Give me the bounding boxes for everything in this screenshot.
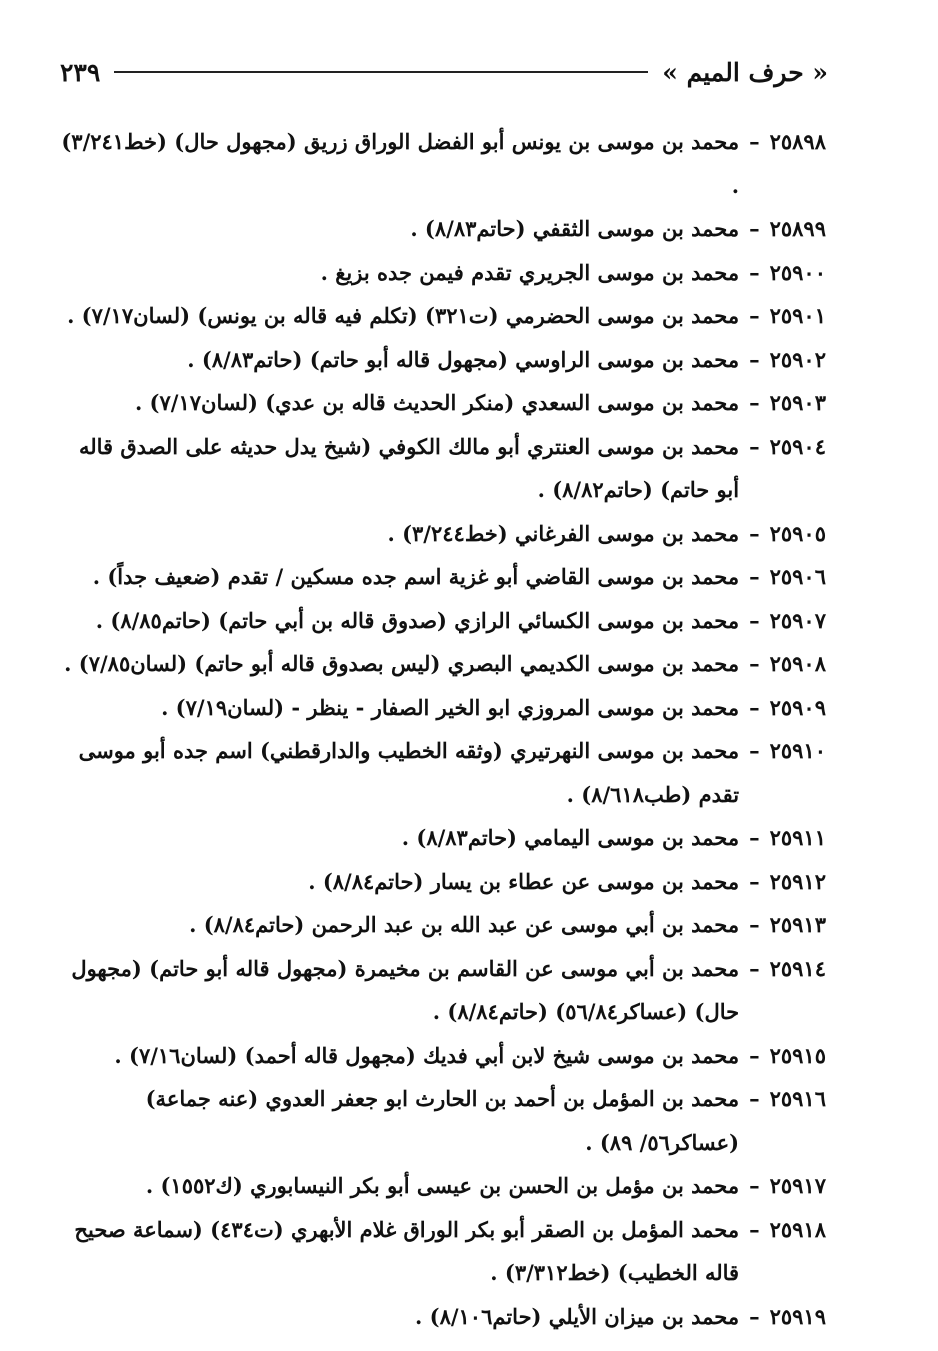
entry-dash: – xyxy=(749,303,760,328)
list-item xyxy=(56,294,826,338)
entry-dash: – xyxy=(749,1303,760,1329)
entry-text: محمد بن موسى اليمامي (حاتم٨/٨٣) . xyxy=(401,825,740,850)
list-item xyxy=(56,686,826,730)
entry-number: ٢٥٩٠٧ xyxy=(769,607,826,633)
entry-text: محمد بن موسى النهرتيري (وثقه الخطيب والدارقطني) اسم جده أبو موسى تقدم (طب٨/٦١٨) . xyxy=(78,738,740,807)
list-item xyxy=(56,1208,826,1295)
entry-number: ٢٥٩٠٢ xyxy=(769,346,826,372)
list-item xyxy=(56,1164,826,1208)
entry-number: ٢٥٨٩٩ xyxy=(769,216,826,241)
list-item xyxy=(56,947,826,1034)
entry-number: ٢٥٩١٢ xyxy=(769,868,826,894)
entry-dash: – xyxy=(749,564,760,589)
entry-number: ٢٥٩٠٣ xyxy=(769,390,826,415)
list-item xyxy=(56,599,826,643)
list-item xyxy=(56,860,826,904)
entry-text: محمد بن موسى الثقفي (حاتم٨/٨٣) . xyxy=(410,216,740,241)
entry-number: ٢٥٩١٨ xyxy=(769,1216,826,1242)
entry-text: محمد بن موسى الكسائي الرازي (صدوق قاله بن أبي حاتم) (حاتم٨/٨٥) . xyxy=(95,607,740,633)
list-item xyxy=(56,555,826,599)
list-item xyxy=(56,1295,826,1339)
entry-number: ٢٥٩١٦ xyxy=(769,1086,826,1111)
entry-number: ٢٥٩١٥ xyxy=(769,1042,826,1068)
entry-number: ٢٥٩٠٥ xyxy=(769,520,826,546)
list-item xyxy=(56,903,826,947)
entry-number: ٢٥٩١١ xyxy=(769,825,826,850)
entry-dash: – xyxy=(749,520,760,546)
entry-text: محمد بن أبي موسى عن عبد الله بن عبد الرحمن (حاتم٨/٨٤) . xyxy=(189,912,740,937)
entry-dash: – xyxy=(749,1173,760,1198)
entry-dash: – xyxy=(749,694,760,720)
entry-number: ٢٥٩٠٦ xyxy=(769,564,826,589)
entry-text: محمد بن موسى بن يونس أبو الفضل الوراق زريق (مجهول حال) (خط٣/٢٤١) . xyxy=(61,129,740,198)
entry-dash: – xyxy=(749,433,760,459)
entry-number: ٢٥٩١٠ xyxy=(769,738,826,763)
page-header xyxy=(60,52,828,92)
entry-text: محمد بن موسى شيخ لابن أبي فديك (مجهول قاله أحمد) (لسان٧/١٦) . xyxy=(114,1042,740,1068)
entry-number: ٢٥٩١٣ xyxy=(769,912,826,937)
entry-text: محمد بن ميزان الأيلي (حاتم٨/١٠٦) . xyxy=(415,1303,740,1329)
entry-dash: – xyxy=(749,1086,760,1111)
list-item xyxy=(56,816,826,860)
entry-text: محمد المؤمل بن الصقر أبو بكر الوراق غلام الأبهري (ت٤٣٤) (سماعة صحيح قاله الخطيب) (خط٣/٣١٢) . xyxy=(74,1216,740,1285)
list-item xyxy=(56,1034,826,1078)
entry-number: ٢٥٩٠٨ xyxy=(769,651,826,676)
page-number: ٢٣٩ xyxy=(60,57,101,87)
entry-text: محمد بن المؤمل بن أحمد بن الحارث ابو جعفر العدوي (عنه جماعة) (عساكر٥٦/ ٨٩) . xyxy=(145,1086,740,1155)
list-item xyxy=(56,1077,826,1164)
entry-text: محمد بن موسى الحضرمي (ت٣٢١) (تكلم فيه قاله بن يونس) (لسان٧/١٧) . xyxy=(67,303,740,328)
entry-number: ٢٥٩٠٤ xyxy=(769,433,826,459)
entry-number: ٢٥٩٠٩ xyxy=(769,694,826,720)
entry-dash: – xyxy=(749,651,760,676)
list-item xyxy=(56,381,826,425)
entry-dash: – xyxy=(749,607,760,633)
entry-number: ٢٥٩٠٠ xyxy=(769,259,826,285)
entry-number: ٢٥٩١٤ xyxy=(769,955,826,981)
list-item xyxy=(56,207,826,251)
list-item xyxy=(56,251,826,295)
entry-text: محمد بن موسى الكديمي البصري (ليس بصدوق قاله أبو حاتم) (لسان٧/٨٥) . xyxy=(64,651,740,676)
entry-dash: – xyxy=(749,955,760,981)
entry-dash: – xyxy=(749,1042,760,1068)
entry-number: ٢٥٩١٧ xyxy=(769,1173,826,1198)
entry-text: محمد بن موسى العنتري أبو مالك الكوفي (شيخ يدل حديثه على الصدق قاله أبو حاتم) (حاتم٨/٨٢) . xyxy=(78,433,740,502)
entry-text: محمد بن موسى عن عطاء بن يسار (حاتم٨/٨٤) . xyxy=(308,868,740,894)
entry-list xyxy=(56,120,826,1338)
list-item xyxy=(56,729,826,816)
entry-dash: – xyxy=(749,738,760,763)
entry-number: ٢٥٩١٩ xyxy=(769,1303,826,1329)
entry-number: ٢٥٩٠١ xyxy=(769,303,826,328)
entry-dash: – xyxy=(749,216,760,241)
entry-dash: – xyxy=(749,825,760,850)
entry-number: ٢٥٨٩٨ xyxy=(769,129,826,154)
entry-dash: – xyxy=(749,259,760,285)
entry-dash: – xyxy=(749,129,760,154)
list-item xyxy=(56,120,826,207)
entry-text: محمد بن أبي موسى عن القاسم بن مخيمرة (مجهول قاله أبو حاتم) (مجهول حال) (عساكر٥٦/٨٤) (حاتم٨/٨٤) . xyxy=(71,955,740,1024)
entry-text: محمد بن موسى المروزي ابو الخير الصفار - ينظر - (لسان٧/١٩) . xyxy=(161,694,740,720)
list-item xyxy=(56,512,826,556)
entry-text: محمد بن موسى الجريري تقدم فيمن جده بزيغ . xyxy=(320,259,740,285)
entry-text: محمد بن موسى القاضي أبو غزية اسم جده مسكين / تقدم (ضعيف جداً) . xyxy=(92,564,740,589)
list-item xyxy=(56,425,826,512)
list-item xyxy=(56,642,826,686)
entry-dash: – xyxy=(749,390,760,415)
header-rule xyxy=(114,71,648,73)
entry-dash: – xyxy=(749,1216,760,1242)
entry-text: محمد بن موسى السعدي (منكر الحديث قاله بن عدي) (لسان٧/١٧) . xyxy=(134,390,740,415)
entry-text: محمد بن مؤمل بن الحسن بن عيسى أبو بكر النيسابوري (ك١٥٥٢) . xyxy=(145,1173,740,1198)
entry-text: محمد بن موسى الراوسي (مجهول قاله أبو حاتم) (حاتم٨/٨٣) . xyxy=(187,346,740,372)
entry-dash: – xyxy=(749,868,760,894)
list-item xyxy=(56,338,826,382)
entry-dash: – xyxy=(749,912,760,937)
chapter-title: « حرف الميم » xyxy=(662,57,828,87)
entry-dash: – xyxy=(749,346,760,372)
entry-text: محمد بن موسى الفرغاني (خط٣/٢٤٤) . xyxy=(387,520,740,546)
